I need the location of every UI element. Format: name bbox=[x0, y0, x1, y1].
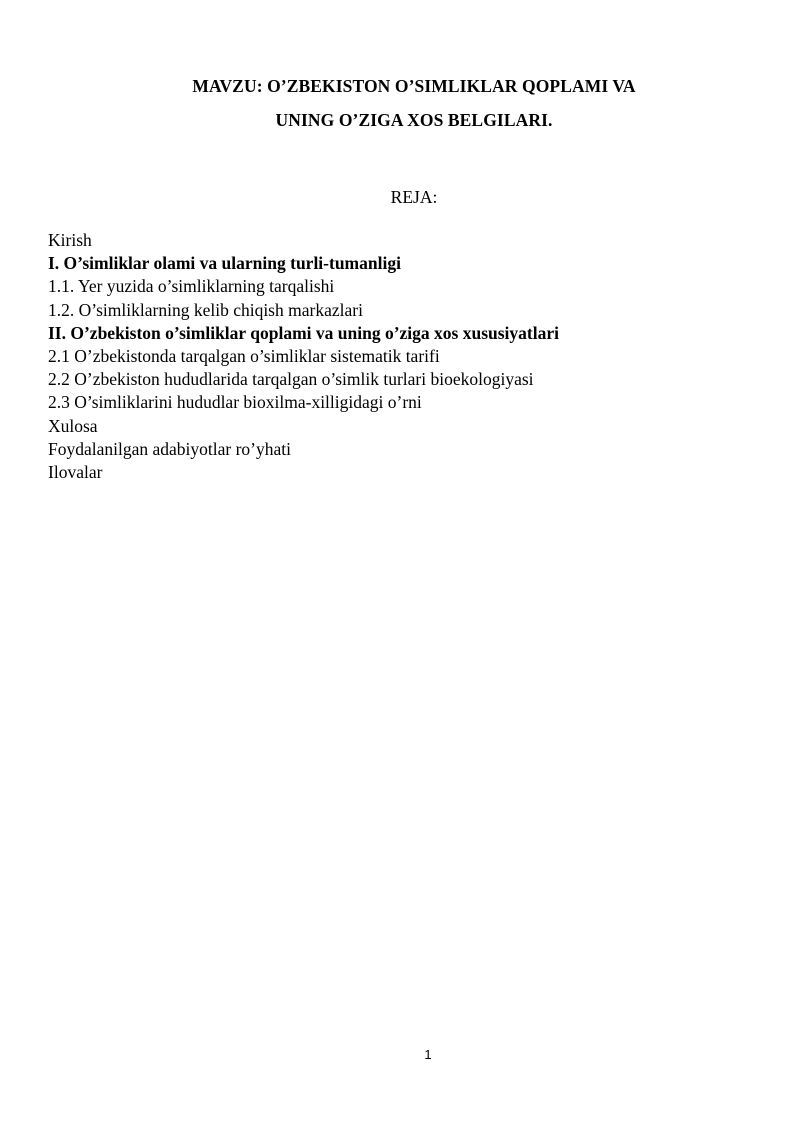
plan-item: 1.1. Yer yuzida o’simliklarning tarqalishi bbox=[48, 276, 335, 297]
plan-item-section: I. O’simliklar olami va ularning turli-tumanligi bbox=[48, 253, 401, 274]
plan-item: Foydalanilgan adabiyotlar ro’yhati bbox=[48, 438, 291, 459]
plan-item: 2.3 O’simliklarini hududlar bioxilma-xilligidagi o’rni bbox=[48, 392, 422, 413]
plan-heading: REJA: bbox=[390, 187, 438, 207]
plan-item-section: II. O’zbekiston o’simliklar qoplami va uning o’ziga xos xususiyatlari bbox=[48, 322, 559, 343]
plan-item: 2.1 O’zbekistonda tarqalgan o’simliklar sistematik tarifi bbox=[48, 345, 440, 366]
plan-item: Kirish bbox=[48, 230, 92, 250]
document-title-line-2: UNING O’ZIGA XOS BELGILARI. bbox=[275, 110, 553, 130]
document-title-line-1: MAVZU: O’ZBEKISTON O’SIMLIKLAR QOPLAMI VA bbox=[192, 76, 636, 96]
plan-item: Xulosa bbox=[48, 415, 98, 436]
plan-item: 1.2. O’simliklarning kelib chiqish markazlari bbox=[48, 299, 363, 320]
page-number: 1 bbox=[424, 1047, 432, 1062]
plan-list bbox=[48, 229, 768, 484]
plan-item: 2.2 O’zbekiston hududlarida tarqalgan o’simlik turlari bioekologiyasi bbox=[48, 369, 534, 390]
plan-item: Ilovalar bbox=[48, 461, 103, 482]
